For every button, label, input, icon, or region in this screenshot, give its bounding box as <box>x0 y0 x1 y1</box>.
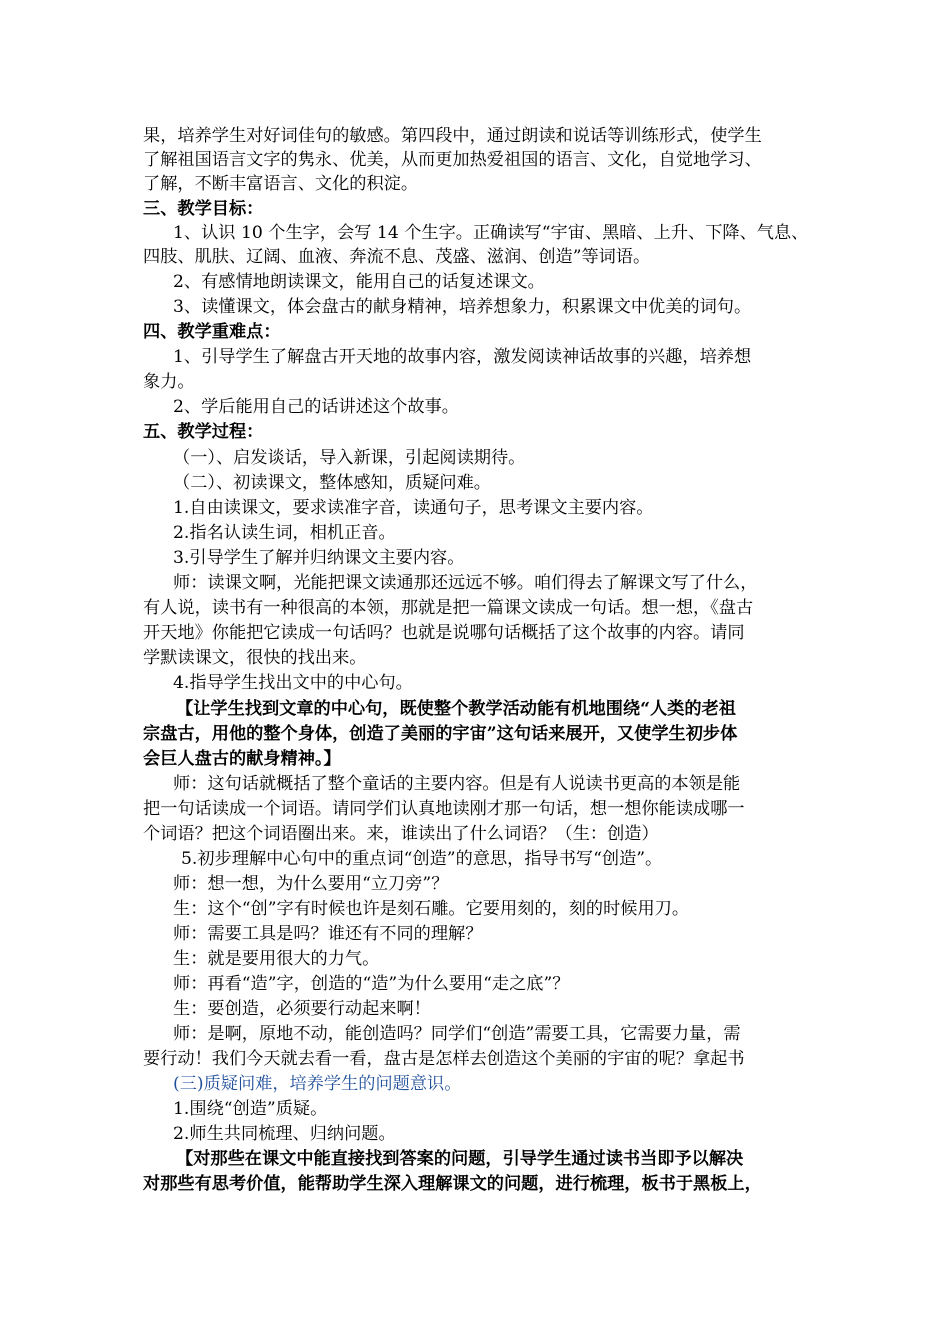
paragraph-line: 1、引导学生了解盘古开天地的故事内容，激发阅读神话故事的兴趣，培养想 <box>173 347 752 367</box>
paragraph-line: （一）、启发谈话，导入新课，引起阅读期待。 <box>173 448 526 468</box>
dialogue-line: 生：这个“创”字有时候也许是刻石雕。它要用刻的，刻的时候用刀。 <box>173 899 690 919</box>
section-heading-objectives: 三、教学目标： <box>143 199 264 219</box>
paragraph-line: 1.自由读课文，要求读准字音，读通句子，思考课文主要内容。 <box>173 498 654 518</box>
paragraph-line: 把一句话读成一个词语。请同学们认真地读刚才那一句话，想一想你能读成哪一 <box>143 799 745 819</box>
teaching-note-line: 对那些有思考价值，能帮助学生深入理解课文的问题，进行梳理，板书于黑板上， <box>143 1174 762 1194</box>
paragraph-line: 了解，不断丰富语言、文化的积淀。 <box>143 174 419 194</box>
paragraph-line: 四肢、肌肤、辽阔、血液、奔流不息、茂盛、滋润、创造”等词语。 <box>143 247 651 267</box>
paragraph-line: 了解祖国语言文字的隽永、优美，从而更加热爱祖国的语言、文化，自觉地学习、 <box>143 150 762 170</box>
paragraph-line: 要行动！我们今天就去看一看，盘古是怎样去创造这个美丽的宇宙的呢？拿起书 <box>143 1049 745 1069</box>
teaching-note-line: 宗盘古，用他的整个身体，创造了美丽的宇宙”这句话来展开，又使学生初步体 <box>143 724 738 744</box>
paragraph-line: 4.指导学生找出文中的中心句。 <box>173 673 413 693</box>
dialogue-line: 师：是啊，原地不动，能创造吗？同学们“创造”需要工具，它需要力量，需 <box>173 1024 741 1044</box>
paragraph-line: 果，培养学生对好词佳句的敏感。第四段中，通过朗读和说话等训练形式，使学生 <box>143 126 762 146</box>
paragraph-line: 1、认识 10 个生字，会写 14 个生字。正确读写“宇宙、黑暗、上升、下降、气息、 <box>173 223 809 243</box>
paragraph-line: 2、有感情地朗读课文，能用自己的话复述课文。 <box>173 272 545 292</box>
paragraph-line: 2、学后能用自己的话讲述这个故事。 <box>173 397 459 417</box>
teaching-note-line: 【让学生找到文章的中心句，既使整个教学活动能有机地围绕“人类的老祖 <box>176 699 736 719</box>
paragraph-line: 师：读课文啊，光能把课文读通那还远远不够。咱们得去了解课文写了什么， <box>173 573 758 593</box>
paragraph-line: 5.初步理解中心句中的重点词“创造”的意思，指导书写“创造”。 <box>181 849 663 869</box>
paragraph-line: 象力。 <box>143 372 195 392</box>
dialogue-line: 生：要创造，必须要行动起来啊！ <box>173 999 431 1019</box>
paragraph-line <box>173 1072 843 1096</box>
paragraph-line: 2.师生共同梳理、归纳问题。 <box>173 1124 396 1144</box>
paragraph-line: 开天地》你能把它读成一句话吗？也就是说哪句话概括了这个故事的内容。请同 <box>143 623 745 643</box>
paragraph-line: 个词语？把这个词语圈出来。来，谁读出了什么词语？（生：创造） <box>143 824 659 844</box>
paragraph-line: 3.引导学生了解并归纳课文主要内容。 <box>173 548 465 568</box>
teaching-note-line: 会巨人盘古的献身精神。】 <box>143 749 341 769</box>
dialogue-line: 师：再看“造”字，创造的“造”为什么要用“走之底”？ <box>173 974 570 994</box>
dialogue-line: 师：想一想，为什么要用“立刀旁”？ <box>173 874 449 894</box>
section-heading-process: 五、教学过程： <box>143 422 264 442</box>
paragraph-line: 1.围绕“创造”质疑。 <box>173 1099 328 1119</box>
step-three-heading: (三)质疑问难，培养学生的问题意识。 <box>173 1074 462 1094</box>
dialogue-line: 生：就是要用很大的力气。 <box>173 949 380 969</box>
paragraph-line: （二）、初读课文，整体感知，质疑问难。 <box>173 473 491 493</box>
dialogue-line: 师：需要工具是吗？谁还有不同的理解？ <box>173 924 483 944</box>
paragraph-line: 学默读课文，很快的找出来。 <box>143 648 367 668</box>
paragraph-line: 有人说，读书有一种很高的本领，那就是把一篇课文读成一句话。想一想，《盘古 <box>143 598 754 618</box>
teaching-note-line: 【对那些在课文中能直接找到答案的问题，引导学生通过读书当即予以解决 <box>176 1149 744 1169</box>
paragraph-line: 师：这句话就概括了整个童话的主要内容。但是有人说读书更高的本领是能 <box>173 774 741 794</box>
paragraph-line: 3、读懂课文，体会盘古的献身精神，培养想象力，积累课文中优美的词句。 <box>173 297 752 317</box>
paragraph-line: 2.指名认读生词，相机正音。 <box>173 523 396 543</box>
section-heading-key-points: 四、教学重难点： <box>143 322 281 342</box>
